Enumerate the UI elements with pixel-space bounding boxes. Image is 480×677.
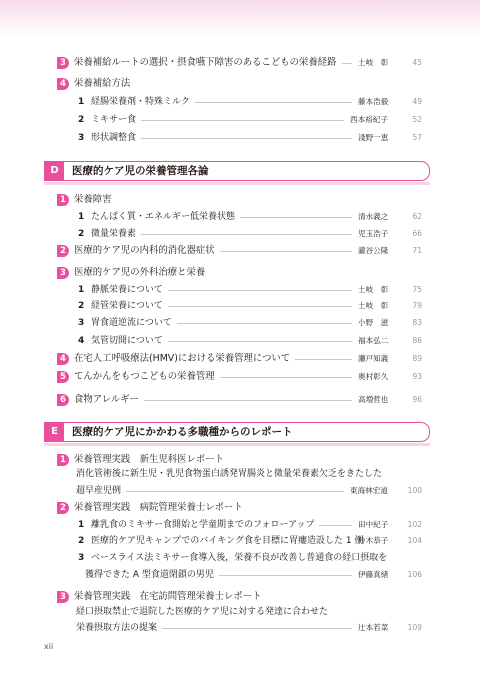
entry-title: ベースライス法ミキサー食導入後，栄養不良が改善し普通食の経口摂取を [91,553,388,563]
chapter-number-badge: 3 [57,267,69,279]
entry-title: 経口摂取禁止で退院した医療的ケア児に対する発達に合わせた [76,607,329,617]
dotted-leader [141,120,344,121]
page-ref: 66 [412,229,422,238]
toc-entry[interactable] [0,244,480,258]
chapter-number-badge: 1 [57,194,69,206]
author-name: 瀬戸知義 [358,354,389,363]
toc-entry[interactable] [0,534,480,548]
author-name: 鈴木恭子 [358,536,389,545]
section-underline [44,182,430,185]
entry-title: 静脈栄養について [91,285,163,295]
item-number: 1 [78,285,85,295]
item-number: 1 [78,520,85,530]
entry-title: 栄養補給方法 [74,78,131,89]
entry-title: 気管切開について [91,336,163,346]
dotted-leader [168,306,352,307]
dotted-leader [126,491,344,492]
entry-title: 獲得できた A 型食道閉鎖の男児 [76,570,214,580]
toc-entry[interactable] [0,551,480,565]
dotted-leader [220,251,352,252]
toc-entry[interactable] [0,227,480,241]
dotted-leader [168,341,352,342]
item-number: 2 [78,229,85,239]
top-decor-band [0,0,480,36]
section-header-e [44,422,430,442]
author-name: 土岐 彰 [358,301,389,310]
section-underline [44,443,430,446]
item-number: 1 [78,212,85,222]
author-name: 藤本浩毅 [358,97,389,106]
page-ref: 93 [412,372,422,381]
page-ref: 89 [412,354,422,363]
dotted-leader [319,525,352,526]
toc-entry[interactable] [0,605,480,619]
item-number: 3 [78,133,85,143]
author-name: 福本弘二 [358,336,389,345]
dotted-leader [240,217,352,218]
page-ref: 109 [407,623,422,632]
toc-entry[interactable] [0,501,480,515]
dotted-leader [177,323,352,324]
toc-entry[interactable] [0,590,480,604]
author-name: 土岐 彰 [358,285,389,294]
section-title: 医療的ケア児にかかわる多職種からのレポート [72,426,293,438]
entry-title: 経管栄養について [91,301,163,311]
entry-title: 栄養障害 [74,194,112,205]
chapter-number-badge: 6 [57,394,69,406]
author-name: 辻本若菜 [358,623,389,632]
page-ref: 79 [412,301,422,310]
section-title: 医療的ケア児の栄養管理各論 [72,165,209,177]
item-number: 2 [78,115,85,125]
item-number: 4 [78,336,85,346]
dotted-leader [342,63,352,64]
page-ref: 86 [412,336,422,345]
page-ref: 100 [407,486,422,495]
dotted-leader [195,102,352,103]
entry-title: 医療的ケア児キャンプでのバイキング食を目標に胃瘻造設した 1 例 [91,536,364,546]
page-ref: 102 [407,520,422,529]
toc-entry[interactable] [0,266,480,280]
page-ref: 106 [407,570,422,579]
page-number: xii [44,642,54,651]
toc-entry[interactable] [0,568,480,582]
chapter-number-badge: 2 [57,502,69,514]
toc-entry[interactable] [0,484,480,498]
dotted-leader [220,377,352,378]
dotted-leader [141,138,352,139]
entry-title: 在宅人工呼吸療法(HMV)における栄養管理について [74,353,291,364]
author-name: 淺野一恵 [358,133,389,142]
toc-entry[interactable] [0,334,480,348]
entry-title: 栄養補給ルートの選択・摂食嚥下障害のあるこどもの栄養経路 [74,57,337,68]
entry-title: 食物アレルギー [74,394,140,405]
item-number: 2 [78,536,85,546]
entry-title: 消化管術後に新生児・乳児食物蛋白誘発胃腸炎と微量栄養素欠乏をきたした [76,469,383,479]
entry-title: てんかんをもつこどもの栄養管理 [74,371,215,382]
entry-title: 胃食道逆流について [91,318,172,328]
dotted-leader [141,234,352,235]
toc-entry[interactable] [0,621,480,635]
dotted-leader [168,290,352,291]
toc-entry[interactable] [0,316,480,330]
item-number: 3 [78,553,85,563]
dotted-leader [295,359,352,360]
entry-title: 形状調整食 [91,133,137,143]
dotted-leader [162,628,352,629]
entry-title: 栄養管理実践 病院管理栄養士レポート [74,502,243,513]
author-name: 清水義之 [358,212,389,221]
toc-entry[interactable] [0,352,480,366]
author-name: 田中紀子 [358,520,389,529]
toc-entry[interactable] [0,95,480,109]
entry-title: ミキサー食 [91,115,137,125]
author-name: 小野 滋 [358,318,389,327]
chapter-number-badge: 4 [57,78,69,90]
author-name: 児玉浩子 [358,229,389,238]
entry-title: 医療的ケア児の内科的消化器症状 [74,245,215,256]
entry-title: 医療的ケア児の外科治療と栄養 [74,267,206,278]
entry-title: 超早産児例 [76,486,122,496]
chapter-number-badge: 4 [57,353,69,365]
toc-entry[interactable] [0,193,480,207]
dotted-leader [219,575,352,576]
page-ref: 104 [407,536,422,545]
section-header-d [44,161,430,181]
section-letter: D [45,162,64,180]
entry-title: たんぱく質・エネルギー低栄養状態 [91,212,236,222]
page-ref: 71 [412,246,422,255]
chapter-number-badge: 3 [57,591,69,603]
chapter-number-badge: 1 [57,454,69,466]
author-name: 瀧谷公隆 [358,246,389,255]
toc-entry[interactable] [0,393,480,407]
toc-entry[interactable] [0,518,480,532]
item-number: 2 [78,301,85,311]
page-ref: 45 [412,58,422,67]
entry-title: 栄養管理実践 新生児科医レポート [74,454,225,465]
entry-title: 栄養管理実践 在宅訪問管理栄養士レポート [74,591,262,602]
page-ref: 62 [412,212,422,221]
page-ref: 75 [412,285,422,294]
toc-entry[interactable] [0,77,480,91]
toc-entry[interactable] [0,56,480,70]
toc-entry[interactable] [0,467,480,481]
page-ref: 57 [412,133,422,142]
page-ref: 96 [412,395,422,404]
toc-entry[interactable] [0,131,480,145]
chapter-number-badge: 5 [57,371,69,383]
section-letter: E [45,423,64,441]
chapter-number-badge: 3 [57,57,69,69]
toc-entry[interactable] [0,299,480,313]
toc-entry[interactable] [0,283,480,297]
toc-entry[interactable] [0,210,480,224]
entry-title: 栄養摂取方法の提案 [76,623,158,633]
item-number: 1 [78,97,85,107]
dotted-leader [144,400,352,401]
page-ref: 52 [412,115,422,124]
author-name: 土岐 彰 [358,58,389,67]
toc-entry[interactable] [0,370,480,384]
page-ref: 83 [412,318,422,327]
page-ref: 49 [412,97,422,106]
author-name: 西本裕紀子 [350,115,388,124]
entry-title: 微量栄養素 [91,229,137,239]
author-name: 高増哲也 [358,395,389,404]
author-name: 奥村彰久 [358,372,389,381]
author-name: 東海林宏道 [350,486,388,495]
entry-title: 離乳食のミキサー食開始と学童期までのフォローアップ [91,520,315,530]
author-name: 伊藤真緒 [358,570,389,579]
toc-entry[interactable] [0,113,480,127]
entry-title: 経腸栄養剤・特殊ミルク [91,97,190,107]
chapter-number-badge: 2 [57,245,69,257]
toc-entry[interactable] [0,453,480,467]
item-number: 3 [78,318,85,328]
